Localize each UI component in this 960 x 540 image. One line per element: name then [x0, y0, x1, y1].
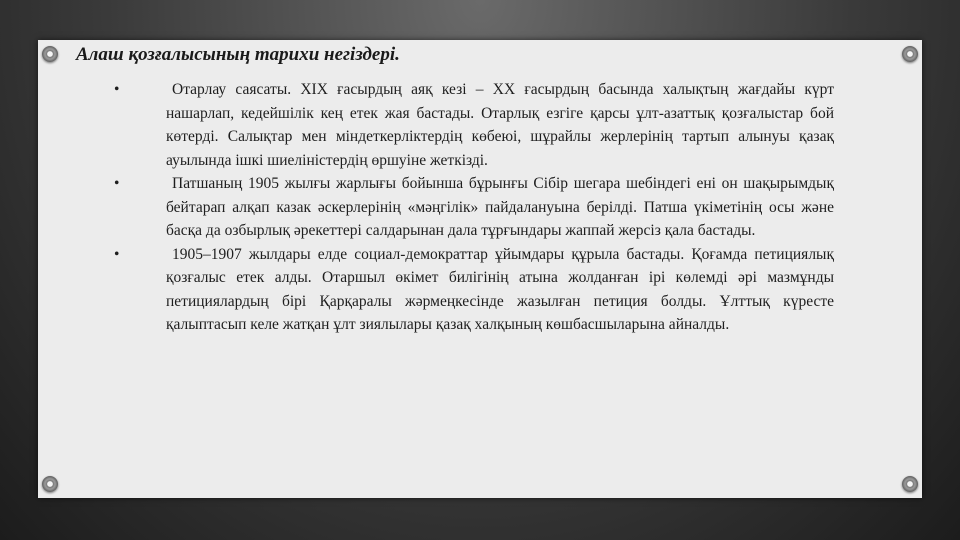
list-item-text: 1905–1907 жылдары елде социал-демократтар ұйымдары құрыла бастады. Қоғамда петициялық қозғалыс етек алды. Отаршыл өкімет билігінің атына жолданған ірі көлемді әрі мазмұнды петициялардың бірі Қарқаралы жәрмеңкесінде жазылған петиция болды. Ұлттық күресте қалыптасып келе жатқан ұлт зиялылары қазақ халқының көшбасшыларына айналды.	[166, 245, 834, 333]
list-item-text: Отарлау саясаты. XIX ғасырдың аяқ кезі – XX ғасырдың басында халықтың жағдайы күрт нашарлап, кедейшілік кең етек жая бастады. Отарлық езгіге қарсы ұлт-азаттық қозғалыстар бой көтерді. Салықтар мен міндеткерліктердің көбеюі, шұрайлы жерлерінің тартып алынуы қазақ ауылында ішкі шиеліністердің өршуіне жеткізді.	[166, 81, 834, 169]
pin-icon	[42, 46, 58, 62]
slide-title: Алаш қозғалысының тарихи негіздері.	[76, 44, 400, 65]
list-item	[114, 243, 834, 337]
pin-icon	[42, 476, 58, 492]
pin-icon	[902, 46, 918, 62]
list-item	[114, 78, 834, 172]
pin-icon	[902, 476, 918, 492]
slide	[38, 40, 922, 498]
list-item	[114, 172, 834, 243]
bullet-icon: •	[114, 175, 120, 192]
bullet-list	[114, 78, 834, 337]
bullet-icon: •	[114, 81, 120, 98]
list-item-text: Патшаның 1905 жылғы жарлығы бойынша бұрынғы Сібір шегара шебіндегі ені он шақырымдық бейтарап алқап казак әскерлерінің «мәңгілік» пайдалануына берілді. Патша үкіметінің осы және басқа да озбырлық әрекеттері салдарынан дала тұрғындары жаппай жерсіз қала бастады.	[166, 175, 834, 239]
bullet-icon: •	[114, 245, 120, 263]
